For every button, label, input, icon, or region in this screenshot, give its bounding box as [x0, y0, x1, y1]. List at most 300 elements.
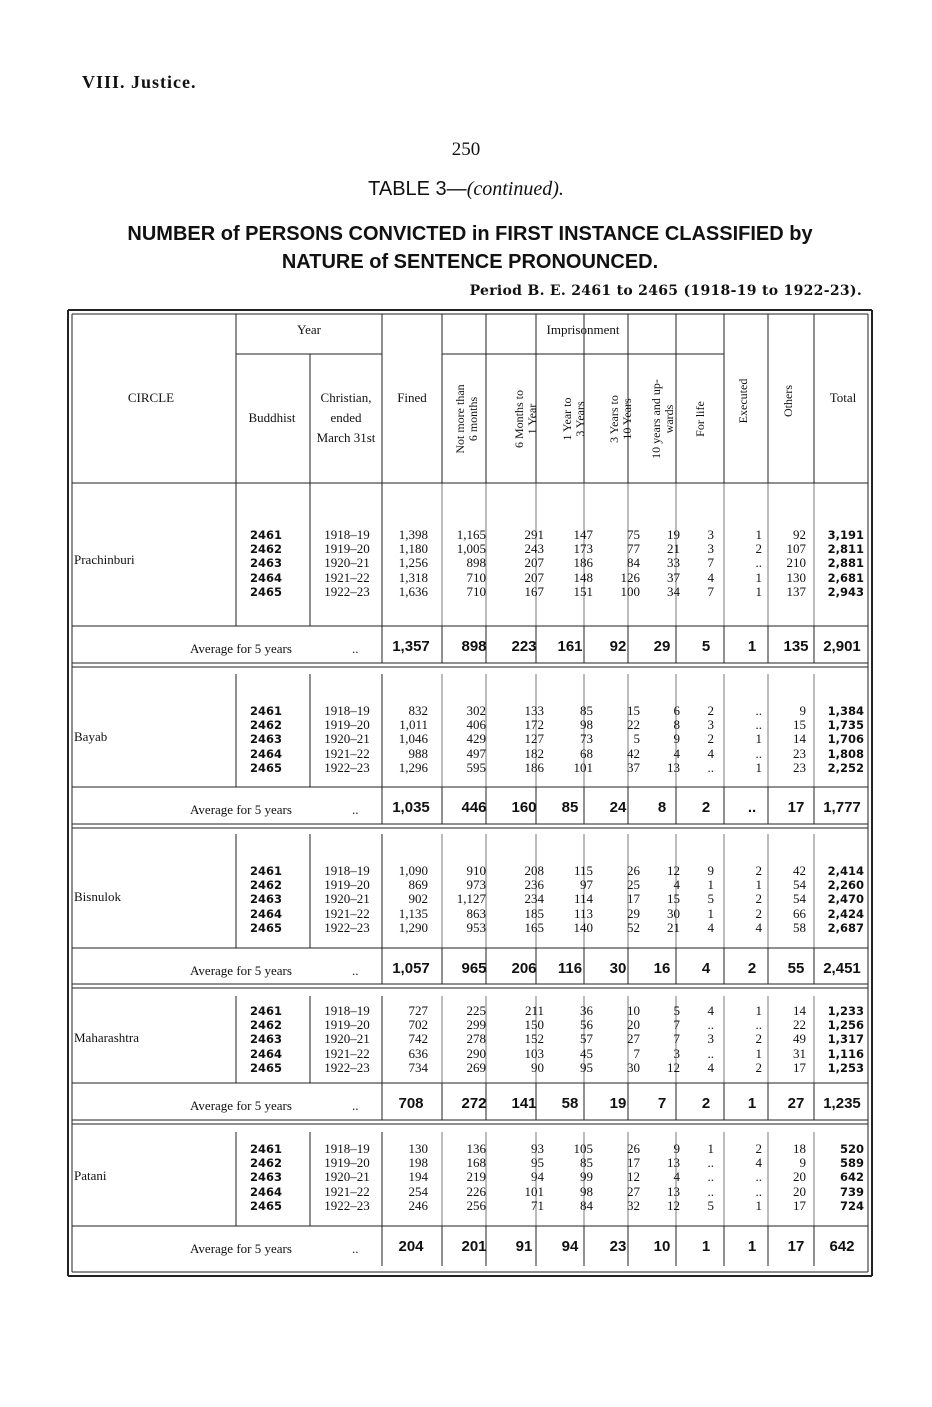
- table-cell: 194: [408, 1169, 428, 1185]
- table-cell: 953: [466, 919, 486, 935]
- average-dots: ..: [352, 1098, 359, 1113]
- table-cell: 236: [524, 877, 544, 893]
- table-cell: ..: [755, 1183, 762, 1199]
- header-10-years-and-upwards: [650, 359, 680, 479]
- table-cell: 2463: [249, 732, 282, 747]
- table-cell: 1921–22: [324, 1045, 370, 1061]
- table-cell: 1,384: [827, 704, 864, 718]
- table-cell: 21: [667, 919, 680, 935]
- table-cell: ..: [707, 1155, 714, 1171]
- table-cell: 26: [627, 1141, 640, 1156]
- table-cell: 101: [524, 1183, 544, 1199]
- average-dots: ..: [352, 641, 359, 656]
- table-cell: 299: [466, 1017, 486, 1033]
- table-cell: 2: [755, 1141, 762, 1156]
- table-cell: 1,180: [398, 541, 428, 557]
- table-cell: 6: [673, 703, 680, 718]
- table-cell: 2,681: [827, 570, 864, 585]
- table-cell: 130: [786, 569, 806, 585]
- table-cell: 23: [793, 745, 806, 761]
- heading-line-1: NUMBER of PERSONS CONVICTED in FIRST INSTANCE CLASSIFIED by: [127, 223, 813, 245]
- average-cell: 29: [653, 638, 671, 655]
- table-cell: 1: [755, 527, 762, 542]
- average-label: Average for 5 years: [190, 1098, 292, 1113]
- table-cell: 84: [580, 1197, 593, 1213]
- table-cell: ..: [755, 717, 762, 733]
- table-cell: 30: [667, 905, 680, 921]
- table-cell: 1: [755, 583, 762, 599]
- table-cell: 93: [531, 1141, 544, 1156]
- table-cell: 151: [573, 583, 593, 599]
- table-cell: 95: [580, 1059, 593, 1075]
- average-cell: 272: [461, 1095, 487, 1112]
- table-cell: 1920–21: [324, 1031, 370, 1047]
- table-cell: 269: [466, 1059, 486, 1075]
- table-cell: 1,256: [827, 1018, 864, 1033]
- average-cell: 55: [787, 960, 805, 977]
- table-cell: 3: [673, 1045, 680, 1061]
- table-cell: ..: [707, 759, 714, 775]
- table-cell: 85: [580, 703, 593, 718]
- table-cell: 898: [466, 555, 486, 571]
- header-christian-line-3: March 31st: [316, 430, 376, 445]
- average-cell: 204: [398, 1238, 424, 1255]
- table-cell: 2,414: [827, 864, 864, 878]
- table-cell: 185: [524, 905, 544, 921]
- table-cell: 148: [573, 569, 593, 585]
- table-cell: 126: [620, 569, 640, 585]
- table-cell: 246: [408, 1197, 428, 1213]
- table-cell: 95: [531, 1155, 544, 1171]
- circle-name: Prachinburi: [74, 552, 135, 567]
- table-cell: 115: [573, 863, 593, 878]
- table-cell: 17: [793, 1059, 806, 1075]
- table-cell: 2463: [249, 892, 282, 907]
- table-cell: 1922–23: [324, 919, 370, 935]
- table-cell: 94: [531, 1169, 544, 1185]
- average-cell: 5: [701, 638, 711, 655]
- table-cell: 5: [707, 891, 714, 907]
- table-cell: ..: [755, 555, 762, 571]
- table-cell: 15: [627, 703, 640, 718]
- table-cell: 1922–23: [324, 759, 370, 775]
- table-cell: 1,398: [398, 527, 428, 542]
- table-cell: 210: [786, 555, 806, 571]
- table-cell: 4: [755, 1155, 762, 1171]
- period-caption: Period B. E. 2461 to 2465 (1918-19 to 1922-23).: [469, 283, 862, 299]
- circle-name: Maharashtra: [74, 1030, 139, 1045]
- table-cell: 2464: [249, 570, 282, 585]
- table-cell: 173: [573, 541, 593, 557]
- table-cell: 1920–21: [324, 555, 370, 571]
- average-cell: 8: [657, 799, 667, 816]
- average-cell: 17: [787, 799, 805, 816]
- table-cell: 2462: [249, 1018, 282, 1033]
- table-cell: ..: [707, 1017, 714, 1033]
- table-cell: 1922–23: [324, 583, 370, 599]
- header-fined: Fined: [397, 390, 427, 405]
- table-cell: 7: [707, 583, 714, 599]
- average-cell: 58: [561, 1095, 579, 1112]
- table-cell: 103: [524, 1045, 544, 1061]
- table-cell: 4: [707, 919, 714, 935]
- table-cell: 52: [627, 919, 640, 935]
- table-cell: 2,811: [827, 542, 864, 557]
- table-cell: 12: [667, 1059, 680, 1075]
- table-cell: 4: [755, 919, 762, 935]
- table-cell: 167: [524, 583, 544, 599]
- table-cell: 4: [673, 877, 680, 893]
- table-cell: 68: [580, 745, 593, 761]
- table-cell: 290: [466, 1045, 486, 1061]
- table-cell: 2: [755, 863, 762, 878]
- average-cell: 1,357: [392, 638, 430, 655]
- table-cell: 278: [466, 1031, 486, 1047]
- table-cell: 7: [707, 555, 714, 571]
- table-cell: 1,296: [398, 759, 428, 775]
- table-cell: 182: [524, 745, 544, 761]
- table-cell: 988: [408, 745, 428, 761]
- table-cell: 2465: [249, 584, 282, 599]
- average-cell: 2,901: [823, 638, 861, 655]
- table-cell: 734: [408, 1059, 428, 1075]
- table-cell: 58: [793, 919, 806, 935]
- table-cell: 15: [793, 717, 806, 733]
- table-cell: 20: [793, 1169, 806, 1185]
- table-cell: 742: [408, 1031, 428, 1047]
- table-cell: 4: [673, 1169, 680, 1185]
- table-cell: 186: [573, 555, 593, 571]
- table-cell: 90: [531, 1059, 544, 1075]
- table-cell: 165: [524, 919, 544, 935]
- table-cell: 30: [627, 1059, 640, 1075]
- table-cell: 42: [793, 863, 806, 878]
- table-cell: 429: [466, 731, 486, 747]
- table-cell: 1,636: [398, 583, 428, 599]
- table-cell: 2,260: [827, 878, 864, 893]
- table-cell: 589: [839, 1156, 864, 1171]
- table-cell: 17: [627, 891, 640, 907]
- table-cell: 2463: [249, 556, 282, 571]
- table-cell: 150: [524, 1017, 544, 1033]
- table-cell: 832: [408, 703, 428, 718]
- table-cell: 85: [580, 1155, 593, 1171]
- table-cell: 1,317: [827, 1032, 864, 1047]
- table-cell: 724: [839, 1198, 864, 1213]
- average-label: Average for 5 years: [190, 963, 292, 978]
- table-cell: 17: [627, 1155, 640, 1171]
- table-cell: 2: [755, 1031, 762, 1047]
- table-cell: 17: [793, 1197, 806, 1213]
- table-cell: 1918–19: [324, 703, 370, 718]
- table-cell: 2462: [249, 878, 282, 893]
- table-cell: 140: [573, 919, 593, 935]
- average-cell: 2,451: [823, 960, 861, 977]
- header-6m-line-2: 6 months: [466, 396, 480, 442]
- table-cell: 910: [466, 863, 486, 878]
- table-cell: 1,005: [456, 541, 486, 557]
- table-cell: 1921–22: [324, 745, 370, 761]
- table-cell: 113: [573, 905, 593, 921]
- table-cell: 2465: [249, 760, 282, 775]
- table-cell: 1,706: [827, 732, 864, 747]
- table-cell: 152: [524, 1031, 544, 1047]
- table-cell: 1919–20: [324, 541, 370, 557]
- table-cell: 22: [627, 717, 640, 733]
- table-cell: 105: [573, 1141, 593, 1156]
- average-cell: 160: [511, 799, 537, 816]
- average-cell: 223: [511, 638, 537, 655]
- average-cell: 201: [461, 1238, 487, 1255]
- table-cell: 2,943: [827, 584, 864, 599]
- average-cell: 446: [461, 799, 487, 816]
- header-for-life: For life: [693, 401, 707, 437]
- table-cell: 1: [755, 1045, 762, 1061]
- table-cell: 1,735: [827, 718, 864, 733]
- table-cell: 84: [627, 555, 640, 571]
- table-cell: 186: [524, 759, 544, 775]
- average-cell: 116: [557, 960, 583, 977]
- table-cell: 12: [627, 1169, 640, 1185]
- circle-name: Bayab: [74, 729, 108, 744]
- average-cell: 91: [515, 1238, 533, 1255]
- table-cell: 1: [755, 731, 762, 747]
- average-label: Average for 5 years: [190, 1241, 292, 1256]
- table-cell: 36: [580, 1003, 593, 1018]
- table-cell: 973: [466, 877, 486, 893]
- header-christian-line-2: ended: [330, 410, 362, 425]
- conviction-table: [66, 308, 874, 1278]
- table-cell: 1922–23: [324, 1197, 370, 1213]
- header-others: Others: [781, 385, 795, 417]
- table-cell: 1918–19: [324, 863, 370, 878]
- table-cell: 2461: [249, 864, 282, 878]
- table-cell: 2,881: [827, 556, 864, 571]
- table-cell: 1: [755, 877, 762, 893]
- table-cell: ..: [755, 703, 762, 718]
- table-cell: 13: [667, 759, 680, 775]
- average-cell: 1,057: [392, 960, 430, 977]
- table-cell: 1922–23: [324, 1059, 370, 1075]
- header-1-year-to-3-years: [561, 359, 591, 479]
- table-cell: 2: [755, 541, 762, 557]
- table-cell: 1918–19: [324, 1141, 370, 1156]
- table-cell: 14: [793, 731, 806, 747]
- table-cell: 2465: [249, 920, 282, 935]
- table-cell: 1,318: [398, 569, 428, 585]
- average-cell: 19: [609, 1095, 627, 1112]
- table-cell: 1921–22: [324, 1183, 370, 1199]
- table-cell: 3: [707, 717, 714, 733]
- table-cell: 5: [707, 1197, 714, 1213]
- table-cell: 168: [466, 1155, 486, 1171]
- table-cell: ..: [755, 745, 762, 761]
- header-6m1y-line-2: 1 Year: [525, 403, 539, 435]
- table-cell: 1919–20: [324, 877, 370, 893]
- table-cell: 2463: [249, 1032, 282, 1047]
- table-cell: 137: [786, 583, 806, 599]
- table-cell: 2463: [249, 1170, 282, 1185]
- page-number: 250: [451, 139, 481, 160]
- average-label: Average for 5 years: [190, 641, 292, 656]
- table-cell: 7: [673, 1017, 680, 1033]
- table-cell: 1919–20: [324, 717, 370, 733]
- table-cell: 34: [667, 583, 680, 599]
- header-total: Total: [829, 390, 857, 405]
- table-cell: 3: [707, 1031, 714, 1047]
- average-cell: 1: [747, 1095, 757, 1112]
- table-cell: 1919–20: [324, 1017, 370, 1033]
- table-cell: 9: [799, 1155, 806, 1171]
- table-cell: 172: [524, 717, 544, 733]
- average-cell: 1,035: [392, 799, 430, 816]
- header-3y10y-line-1: 3 Years to: [607, 395, 621, 443]
- table-cell: 147: [573, 527, 593, 542]
- table-cell: 710: [466, 569, 486, 585]
- average-cell: 135: [783, 638, 809, 655]
- average-cell: 2: [747, 960, 757, 977]
- average-dots: ..: [352, 802, 359, 817]
- header-6-months-to-1-year: [513, 359, 543, 479]
- table-cell: 219: [466, 1169, 486, 1185]
- table-cell: ..: [707, 1045, 714, 1061]
- header-3-years-to-10-years: [608, 359, 638, 479]
- table-cell: 869: [408, 877, 428, 893]
- table-cell: 2465: [249, 1198, 282, 1213]
- table-cell: 595: [466, 759, 486, 775]
- table-cell: 1: [755, 569, 762, 585]
- table-cell: 1: [707, 877, 714, 893]
- table-cell: 45: [580, 1045, 593, 1061]
- table-cell: 636: [408, 1045, 428, 1061]
- table-cell: 71: [531, 1197, 544, 1213]
- table-cell: 27: [627, 1183, 640, 1199]
- table-cell: 291: [524, 527, 544, 542]
- table-cell: 207: [524, 555, 544, 571]
- table-cell: ..: [707, 1183, 714, 1199]
- table-cell: 2,687: [827, 920, 864, 935]
- average-dots: ..: [352, 963, 359, 978]
- table-cell: 1: [755, 1197, 762, 1213]
- average-cell: 23: [609, 1238, 627, 1255]
- table-heading: [120, 220, 820, 276]
- table-cell: 9: [673, 1141, 680, 1156]
- table-cell: 710: [466, 583, 486, 599]
- table-cell: 1: [755, 1003, 762, 1018]
- table-cell: 37: [627, 759, 640, 775]
- table-cell: 23: [793, 759, 806, 775]
- table-cell: 12: [667, 1197, 680, 1213]
- table-cell: 2464: [249, 1184, 282, 1199]
- table-cell: 243: [524, 541, 544, 557]
- table-cell: 207: [524, 569, 544, 585]
- table-cell: 2: [755, 891, 762, 907]
- header-imprisonment: Imprisonment: [546, 322, 620, 337]
- average-cell: 1: [747, 638, 757, 655]
- average-cell: 4: [701, 960, 711, 977]
- average-cell: 898: [461, 638, 487, 655]
- average-cell: 7: [657, 1095, 667, 1112]
- table-title-main: TABLE 3—: [368, 178, 467, 200]
- table-cell: 77: [627, 541, 640, 557]
- average-label: Average for 5 years: [190, 802, 292, 817]
- table-cell: 1,135: [398, 905, 428, 921]
- table-cell: 5: [633, 731, 640, 747]
- table-cell: 1921–22: [324, 569, 370, 585]
- average-cell: 2: [701, 1095, 711, 1112]
- table-cell: 10: [627, 1003, 640, 1018]
- table-cell: 5: [673, 1003, 680, 1018]
- table-cell: 37: [667, 569, 680, 585]
- table-cell: 98: [580, 1183, 593, 1199]
- table-cell: 99: [580, 1169, 593, 1185]
- table-cell: 66: [793, 905, 806, 921]
- table-cell: 1,011: [399, 717, 428, 733]
- table-cell: 2462: [249, 1156, 282, 1171]
- table-cell: 702: [408, 1017, 428, 1033]
- table-cell: 497: [466, 745, 486, 761]
- table-cell: 27: [627, 1031, 640, 1047]
- average-cell: 1,235: [823, 1095, 861, 1112]
- header-10y-line-2: wards: [662, 404, 676, 434]
- table-cell: 4: [707, 569, 714, 585]
- table-cell: 406: [466, 717, 486, 733]
- header-christian: [310, 388, 382, 448]
- table-cell: 21: [667, 541, 680, 557]
- table-cell: 3: [707, 527, 714, 542]
- average-cell: 92: [609, 638, 627, 655]
- table-cell: 211: [524, 1003, 544, 1018]
- header-1y3y-line-1: 1 Year to: [560, 397, 574, 441]
- table-cell: 2,252: [827, 760, 864, 775]
- table-cell: 7: [633, 1045, 640, 1061]
- table-cell: 33: [667, 555, 680, 571]
- table-cell: 739: [839, 1184, 864, 1199]
- table-cell: 198: [408, 1155, 428, 1171]
- table-cell: 234: [524, 891, 544, 907]
- table-cell: 75: [627, 527, 640, 542]
- table-cell: 302: [466, 703, 486, 718]
- table-cell: 13: [667, 1183, 680, 1199]
- table-cell: 26: [627, 863, 640, 878]
- average-cell: 16: [653, 960, 671, 977]
- table-cell: 520: [839, 1142, 864, 1156]
- average-cell: 965: [461, 960, 487, 977]
- table-cell: ..: [755, 1169, 762, 1185]
- table-cell: 4: [707, 745, 714, 761]
- table-cell: 8: [673, 717, 680, 733]
- header-executed: Executed: [736, 378, 750, 424]
- header-6m-line-1: Not more than: [453, 384, 467, 454]
- table-cell: 4: [707, 1003, 714, 1018]
- header-3y10y-line-2: 10 Years: [620, 398, 634, 440]
- header-year: Year: [297, 322, 321, 337]
- table-cell: 2: [755, 1059, 762, 1075]
- table-cell: 9: [799, 703, 806, 718]
- table-cell: 2: [707, 703, 714, 718]
- table-cell: 15: [667, 891, 680, 907]
- header-1y3y-line-2: 3 Years: [573, 401, 587, 437]
- table-cell: 1,116: [827, 1046, 864, 1061]
- table-cell: 1: [755, 759, 762, 775]
- header-10y-line-1: 10 years and up-: [649, 379, 663, 459]
- table-cell: 727: [408, 1003, 428, 1018]
- circle-name: Patani: [74, 1168, 107, 1183]
- header-6m1y-line-1: 6 Months to: [512, 390, 526, 449]
- table-cell: 1,256: [398, 555, 428, 571]
- table-cell: 20: [793, 1183, 806, 1199]
- average-cell: 94: [561, 1238, 579, 1255]
